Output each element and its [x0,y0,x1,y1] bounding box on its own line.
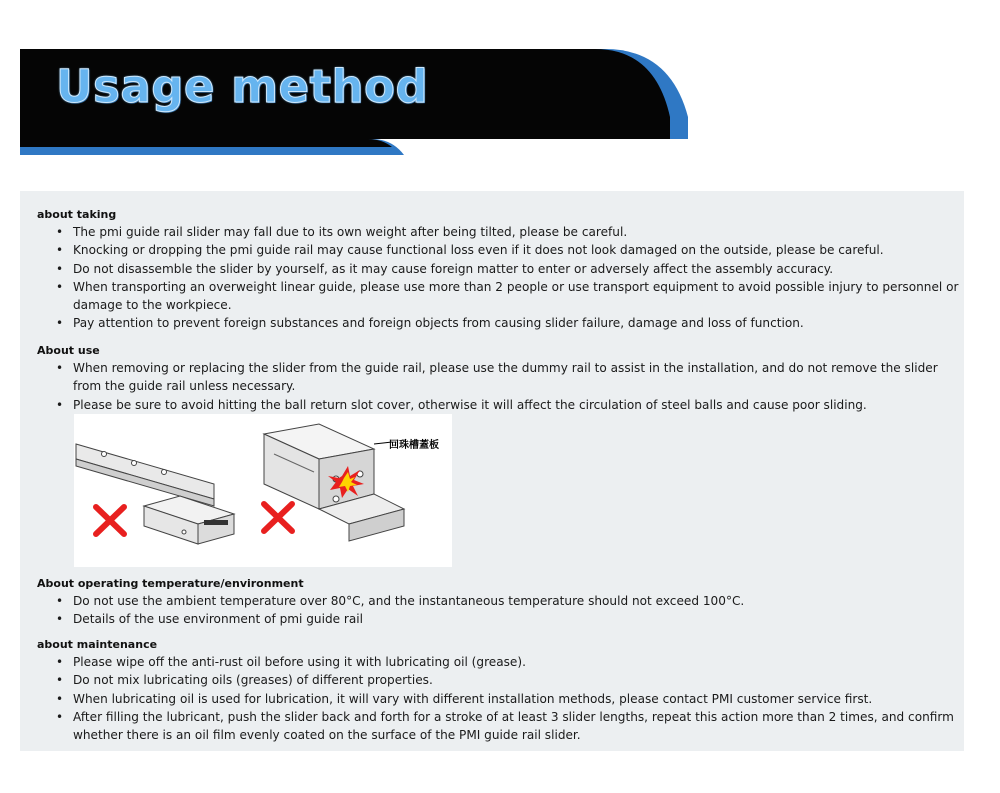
list-item: • Please wipe off the anti-rust oil before using it with lubricating oil (grease). [37,653,963,671]
list-item: • When removing or replacing the slider from the guide rail, please use the dummy rail to assist in the installation, and do not remove the slider from the guide rail unless necessary. [37,359,963,396]
section-about-use [37,343,963,414]
cross-mark-icon [264,504,292,531]
section-title: about maintenance [37,638,158,651]
section-temperature-environment [37,576,963,629]
list-item: • Do not use the ambient temperature over 80°C, and the instantaneous temperature should not exceed 100°C. [37,592,963,610]
bullet-list [37,223,963,333]
page-title: Usage method [56,60,429,113]
list-item: • Details of the use environment of pmi guide rail [37,610,963,628]
list-item: • Please be sure to avoid hitting the ball return slot cover, otherwise it will affect the circulation of steel balls and cause poor sliding. [37,396,963,414]
figure-label: 回珠槽蓋板 [389,440,439,451]
list-item: • After filling the lubricant, push the slider back and forth for a stroke of at least 3 slider lengths, repeat this action more than 2 times, and confirm whether there is an oil film evenly coated on the surface of the PMI guide rail slider. [37,708,963,745]
list-item: • When lubricating oil is used for lubrication, it will vary with different installation methods, please contact PMI customer service first. [37,690,963,708]
slider-illustration [74,414,452,567]
section-title: About use [37,344,100,357]
section-maintenance [37,637,963,744]
list-item: • Pay attention to prevent foreign substances and foreign objects from causing slider failure, damage and loss of function. [37,314,963,332]
section-about-taking [37,207,963,333]
list-item: • Knocking or dropping the pmi guide rail may cause functional loss even if it does not look damaged on the outside, please be careful. [37,241,963,259]
header-banner [20,47,690,155]
cross-mark-icon [96,507,124,534]
list-item: • When transporting an overweight linear guide, please use more than 2 people or use transport equipment to avoid possible injury to personnel or damage to the workpiece. [37,278,963,315]
bullet-list [37,653,963,744]
list-item: • Do not mix lubricating oils (greases) of different properties. [37,671,963,689]
section-title: about taking [37,208,117,221]
list-item: • Do not disassemble the slider by yourself, as it may cause foreign matter to enter or adversely affect the assembly accuracy. [37,260,963,278]
bullet-list [37,359,963,414]
list-item: • The pmi guide rail slider may fall due to its own weight after being tilted, please be careful. [37,223,963,241]
bullet-list [37,592,963,629]
content-panel [20,191,964,751]
section-title: About operating temperature/environment [37,577,304,590]
